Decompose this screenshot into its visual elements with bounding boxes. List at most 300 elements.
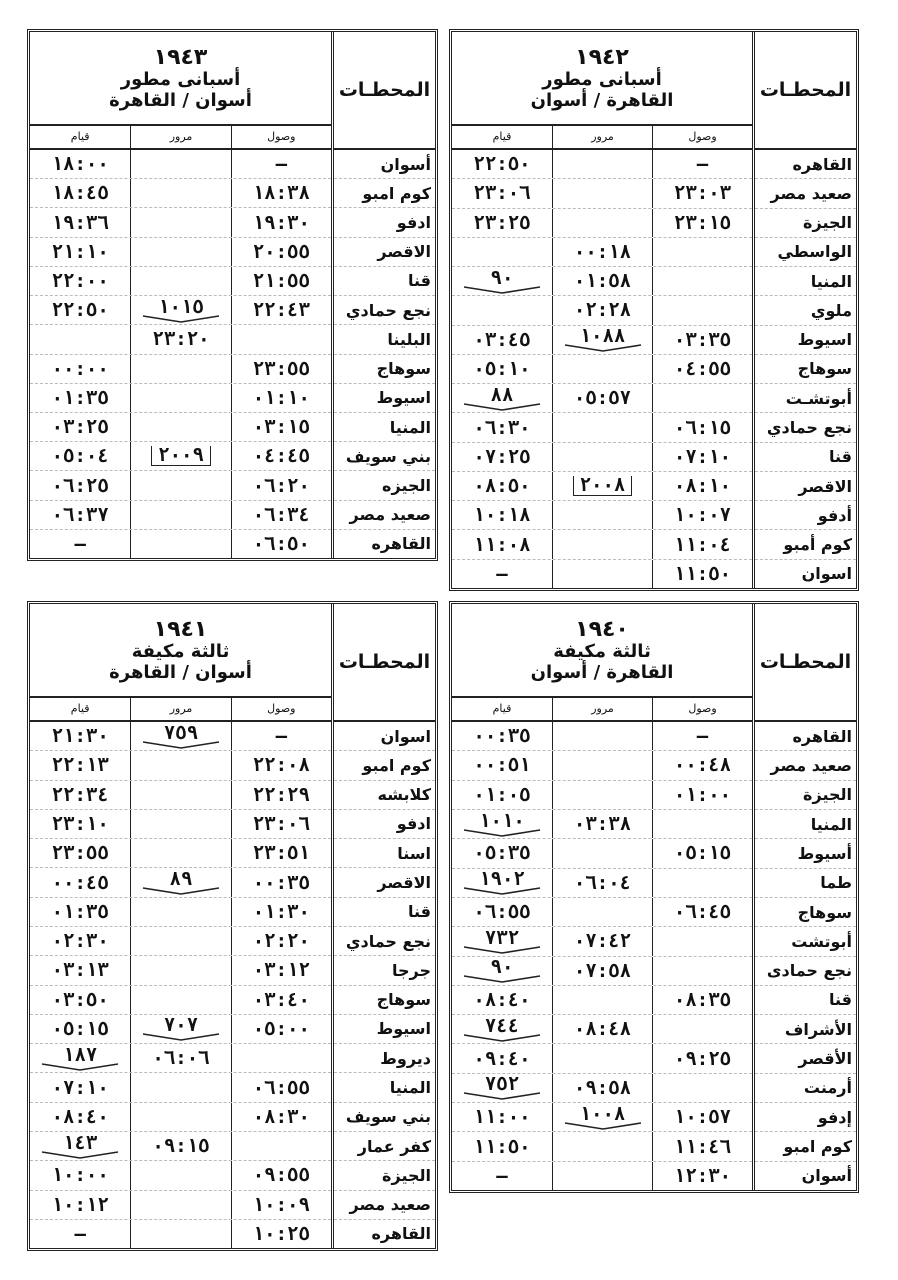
depart-cell: ٠١:٣٥ [51,900,109,923]
train-number: ١٩٤٠ [575,616,629,642]
station-name: اسوان [801,564,852,584]
depart-cell: ٠٠:٤٥ [51,871,109,894]
station-name: الأقصر [755,1044,856,1073]
table-row [452,267,752,296]
connection-v-icon [462,829,542,837]
train-header [452,32,752,150]
depart-cell: ٠٧:١٠ [51,1076,109,1099]
depart-cell [452,1015,552,1043]
connecting-train-number: ٨٨ [490,383,514,406]
station-name: الجيزة [755,209,856,238]
timetable-1940 [449,601,859,1193]
depart-cell [452,384,552,412]
station-name: أبوتشـت [755,384,856,413]
station-name: اسيوط [755,326,856,355]
table-row [30,722,331,751]
depart-cell: ٢٣:٢٥ [473,211,531,234]
train-class: ثالثة مكيفة [553,640,651,662]
arrival-cell: ٠٠:٤٨ [652,751,752,779]
train-class: ثالثة مكيفة [131,640,230,662]
arrival-cell: ٠٩:٥٥ [231,1161,331,1189]
table-row [30,267,331,296]
table-row [30,179,331,208]
table-row [30,810,331,839]
depart-cell: ٠٧:٢٥ [473,445,531,468]
train-title-block [30,604,331,698]
station-name: اسوان [334,722,435,751]
arrival-cell: ٠٥:٠٠ [231,1015,331,1043]
station-name: الجيزة [334,1161,435,1190]
station-name: سوهاج [755,898,856,927]
depart-cell: ١١:٠٠ [473,1106,531,1129]
arrival-cell: – [652,722,752,750]
table-row [30,1044,331,1073]
arrival-cell [652,810,752,838]
connecting-train-number: ١٩٠٢ [479,868,525,891]
arrival-cell: ٢٢:٠٨ [231,751,331,779]
depart-cell: ٠١:٣٥ [51,386,109,409]
station-name: الجيزة [755,781,856,810]
depart-cell [452,238,552,266]
arrival-cell: ٢٣:٠٦ [231,810,331,838]
train-header [452,604,752,722]
connecting-train-number: ٧٣٢ [484,926,520,949]
arrival-cell [652,1074,752,1102]
arrival-cell [652,957,752,985]
station-name: كوم امبو [755,1132,856,1161]
station-name: قنا [334,267,435,296]
arrival-cell: ١١:٤٦ [652,1132,752,1160]
pass-cell [552,530,652,558]
arrival-cell: ٢١:٥٥ [231,267,331,295]
arrival-cell: ١٠:٥٧ [652,1103,752,1131]
table-row [30,355,331,384]
timetable-1942 [449,29,859,591]
arrival-cell: ١٠:٢٥ [231,1220,331,1248]
connecting-train-number: ٨٩ [169,868,193,891]
arrival-cell: ١٠:٠٩ [231,1191,331,1219]
depart-cell [452,927,552,955]
depart-cell: ٢٢:١٣ [51,754,109,777]
depart-cell: ٠٣:٥٠ [51,988,109,1011]
table-row [30,325,331,354]
connecting-train-number: ١٠٨٨ [579,325,626,348]
arrival-cell: ١٠:٠٧ [652,501,752,529]
station-name: قنا [334,898,435,927]
connecting-train-number: ١٤٣ [63,1131,98,1154]
connecting-train-number: ١٠٠٨ [579,1102,626,1125]
depart-cell: ٠٢:٣٠ [51,930,109,953]
connecting-train-number: ٧٤٤ [484,1014,520,1037]
arrival-cell: ٠٣:١٥ [231,413,331,441]
depart-cell: ٠٦:٢٥ [51,474,109,497]
table-row [452,1044,752,1073]
depart-header: قيام [492,702,512,715]
arrival-cell: ٢٠:٥٥ [231,238,331,266]
train-header [30,32,331,150]
pass-cell [130,1220,230,1248]
table-row [30,296,331,325]
station-name: أسوان [334,150,435,179]
depart-cell [452,957,552,985]
depart-cell: ٠٨:٥٠ [473,475,531,498]
table-row [30,868,331,897]
connecting-train-number: ٢٠٠٩ [151,446,211,466]
pass-cell [130,810,230,838]
column-headers [30,698,331,720]
arrival-cell: ٠٩:٢٥ [652,1044,752,1072]
arrival-cell: – [231,150,331,178]
table-row [30,413,331,442]
train-class: أسبانى مطور [542,68,662,90]
arrival-cell: ٢٣:٥٥ [231,355,331,383]
arrival-cell: ٠٣:٣٥ [652,326,752,354]
arrival-cell: ٠٣:٤٠ [231,986,331,1014]
table-row [30,1220,331,1248]
table-row [452,1162,752,1190]
depart-cell: ٠٦:٥٥ [473,901,531,924]
station-name: طما [755,869,856,898]
table-row [452,781,752,810]
station-name: بني سويف [334,442,435,471]
table-row [452,179,752,208]
station-name: أدفو [755,501,856,530]
depart-cell: ١٠:٠٠ [51,1164,109,1187]
pass-cell: ٠٦:٠٦ [130,1044,230,1072]
station-name: نجع حمادى [755,957,856,986]
pass-cell [130,1191,230,1219]
table-row [30,208,331,237]
depart-cell: ٠٨:٤٠ [473,988,531,1011]
stations-column [331,604,435,1248]
depart-cell: ٠٦:٣٠ [473,416,531,439]
station-name: صعيد مصر [334,501,435,530]
arrival-cell: ١٢:٣٠ [652,1162,752,1190]
depart-cell: ٠٠:٠٠ [51,357,109,380]
pass-cell [130,413,230,441]
arrival-cell: ٠٥:١٥ [652,839,752,867]
table-row [452,413,752,442]
arrival-cell: ٠١:٠٠ [652,781,752,809]
depart-cell: ٠٣:٢٥ [51,416,109,439]
stations-column [331,32,435,558]
station-name: سوهاج [334,355,435,384]
pass-cell [552,179,652,207]
depart-cell: ٢٢:٣٤ [51,783,109,806]
arrival-cell: ٢٣:٥١ [231,839,331,867]
depart-cell: ٠٩:٤٠ [473,1047,531,1070]
table-row [30,1191,331,1220]
connecting-train-number: ٧٥٩ [163,721,199,744]
train-class: أسبانى مطور [120,68,241,90]
table-row [452,1074,752,1103]
depart-cell [452,267,552,295]
depart-cell: ١٨:٠٠ [51,153,109,176]
depart-cell: ٠٣:١٣ [51,959,109,982]
arrival-cell [652,296,752,324]
table-row [30,1161,331,1190]
pass-cell [130,501,230,529]
arrival-cell: ٠٠:٣٥ [231,868,331,896]
connecting-train-number: ١٠١٥ [158,295,204,318]
station-name: سوهاج [334,986,435,1015]
table-row [30,986,331,1015]
station-name: القاهره [371,1224,431,1244]
depart-cell: ٠٥:٠٤ [51,445,109,468]
table-row [30,471,331,500]
table-row [30,839,331,868]
table-row [30,751,331,780]
depart-cell: – [496,1164,508,1187]
station-name: الاقصر [334,868,435,897]
pass-cell [552,355,652,383]
stations-column [752,604,856,1190]
pass-cell [130,781,230,809]
table-row [30,1103,331,1132]
pass-cell: ٠٣:٣٨ [552,810,652,838]
arrival-cell: ٠٨:٣٥ [652,986,752,1014]
depart-cell: ١٩:٣٦ [51,211,109,234]
arrival-cell: ٢٢:٤٣ [231,296,331,324]
depart-cell: ١٠:١٨ [473,504,531,527]
column-headers [452,126,752,148]
depart-cell: ٠١:٠٥ [473,783,531,806]
connecting-train-number: ٧٥٢ [484,1073,520,1096]
station-name: اسنا [334,839,435,868]
station-name: سوهاج [755,355,856,384]
connection-v-icon [462,403,542,411]
depart-cell: ٠٠:٥١ [473,754,531,777]
station-name: المنيا [334,413,435,442]
pass-cell: ٢٣:٢٠ [130,325,230,353]
pass-cell [130,1015,230,1043]
pass-header: مرور [130,126,230,148]
pass-header: مرور [552,698,652,720]
arrival-header: وصول [652,126,752,148]
station-name: صعيد مصر [755,751,856,780]
pass-cell: ٠٦:٠٤ [552,869,652,897]
stations-header: المحطـات [755,604,856,722]
station-name: كفر عمار [334,1132,435,1161]
station-name: أبوتشت [755,927,856,956]
depart-cell: ٢١:١٠ [51,240,109,263]
arrival-cell [231,1132,331,1160]
arrival-cell [652,869,752,897]
arrival-cell: ١١:٠٤ [652,530,752,558]
pass-cell: ٠٢:٢٨ [552,296,652,324]
depart-cell: ٠٥:١٥ [51,1017,109,1040]
station-name: الاقصر [334,238,435,267]
arrival-cell: – [231,722,331,750]
depart-cell: ٠٦:٣٧ [51,503,109,526]
station-name: نجع حمادي [334,296,435,325]
station-name: الاقصر [755,472,856,501]
pass-cell [552,560,652,588]
connection-v-icon [141,1033,221,1041]
station-name: القاهره [371,534,431,554]
pass-cell [552,781,652,809]
depart-cell: ٠٠:٣٥ [473,725,531,748]
column-headers [30,126,331,148]
times-column [452,32,752,588]
connection-v-icon [462,1092,542,1100]
arrival-cell: ٠٤:٥٥ [652,355,752,383]
pass-cell: ٠٨:٤٨ [552,1015,652,1043]
pass-cell [552,443,652,471]
station-name: المنيا [334,1073,435,1102]
table-row [452,443,752,472]
arrival-cell: – [652,150,752,178]
pass-cell: ٠٧:٥٨ [552,957,652,985]
depart-cell: ١٨:٤٥ [51,182,109,205]
table-row [30,1015,331,1044]
pass-cell [552,986,652,1014]
pass-cell [130,530,230,558]
station-name: صعيد مصر [334,1191,435,1220]
pass-cell [130,868,230,896]
train-route: القاهرة / أسوان [530,661,674,683]
depart-cell: ٠٥:٣٥ [473,842,531,865]
station-name: المنيا [755,810,856,839]
times-column [452,604,752,1190]
arrival-cell: ٠٢:٢٠ [231,927,331,955]
table-row [452,560,752,588]
arrival-cell: ٢٢:٢٩ [231,781,331,809]
train-route: أسوان / القاهرة [109,89,252,111]
station-name: قنا [755,986,856,1015]
station-name: المنيا [755,267,856,296]
timetable-1943 [27,29,438,561]
arrival-cell: ٠٣:١٢ [231,956,331,984]
connection-v-icon [563,1122,643,1130]
table-row [452,355,752,384]
arrival-header: وصول [652,698,752,720]
train-title-block [452,604,752,698]
station-name: كوم امبو [334,751,435,780]
pass-cell [130,384,230,412]
arrival-cell [652,267,752,295]
table-row [452,839,752,868]
depart-header: قيام [70,130,90,143]
table-row [452,472,752,501]
connection-v-icon [462,946,542,954]
arrival-cell: ٠١:٣٠ [231,898,331,926]
pass-cell [552,751,652,779]
station-name: نجع حمادي [755,413,856,442]
arrival-cell: ٠٦:٣٤ [231,501,331,529]
station-name: الواسطي [755,238,856,267]
station-name: القاهره [755,722,856,751]
table-row [452,927,752,956]
train-header [30,604,331,722]
arrival-cell: ٠٦:١٥ [652,413,752,441]
table-row [30,442,331,471]
station-name: ديروط [334,1044,435,1073]
connecting-train-number: ٩٠ [490,266,514,289]
pass-cell [552,326,652,354]
depart-cell: ٢٣:٠٦ [473,182,531,205]
station-name: نجع حمادي [334,927,435,956]
station-name: بني سويف [334,1103,435,1132]
pass-cell [130,898,230,926]
depart-cell [30,1132,130,1160]
depart-cell: ١١:٥٠ [473,1135,531,1158]
table-row [452,1132,752,1161]
train-number: ١٩٤٢ [575,44,629,70]
table-row [452,1015,752,1044]
pass-cell [130,839,230,867]
pass-cell [130,471,230,499]
station-name: أسيوط [755,839,856,868]
table-row [452,530,752,559]
table-row [452,869,752,898]
depart-cell: ٢٢:٥٠ [51,299,109,322]
table-row [452,384,752,413]
depart-cell: ٢٣:١٠ [51,812,109,835]
depart-cell: ٢٣:٥٥ [51,842,109,865]
pass-cell [130,267,230,295]
pass-cell [552,501,652,529]
station-name: الجيزه [334,471,435,500]
pass-cell [130,296,230,324]
pass-cell [130,927,230,955]
pass-header: مرور [552,126,652,148]
station-name: ملوي [755,296,856,325]
connection-v-icon [40,1063,120,1071]
pass-cell [552,839,652,867]
station-name: قنا [755,443,856,472]
arrival-cell: ١٩:٣٠ [231,208,331,236]
station-name: البلينا [334,325,435,354]
arrival-cell: ٠٦:٤٥ [652,898,752,926]
station-name: أسوان [801,1166,852,1186]
arrival-cell [231,325,331,353]
train-number: ١٩٤١ [153,616,208,642]
depart-cell [452,296,552,324]
train-route: القاهرة / أسوان [530,89,674,111]
connection-v-icon [141,741,221,749]
pass-cell [552,150,652,178]
station-name: كوم امبو [334,179,435,208]
table-row [452,957,752,986]
depart-cell [452,810,552,838]
table-row [452,501,752,530]
arrival-cell: ٠٨:٣٠ [231,1103,331,1131]
column-headers [452,698,752,720]
stations-header: المحطـات [334,604,435,722]
depart-cell: ٢٢:٥٠ [473,153,531,176]
depart-cell [30,325,130,353]
connecting-train-number: ٢٠٠٨ [573,476,633,496]
connection-v-icon [462,975,542,983]
arrival-header: وصول [231,126,331,148]
table-row [30,238,331,267]
times-column [30,604,331,1248]
depart-cell: – [496,562,508,585]
pass-cell [130,1073,230,1101]
connection-v-icon [462,1034,542,1042]
connecting-train-number: ١٨٧ [63,1043,98,1066]
connecting-train-number: ١٠١٠ [479,809,525,832]
pass-cell: ٠٩:٥٨ [552,1074,652,1102]
station-name: ادفو [334,810,435,839]
table-row [30,956,331,985]
table-row [452,751,752,780]
pass-header: مرور [130,698,230,720]
pass-cell [130,722,230,750]
train-title-block [452,32,752,126]
table-row [452,150,752,179]
